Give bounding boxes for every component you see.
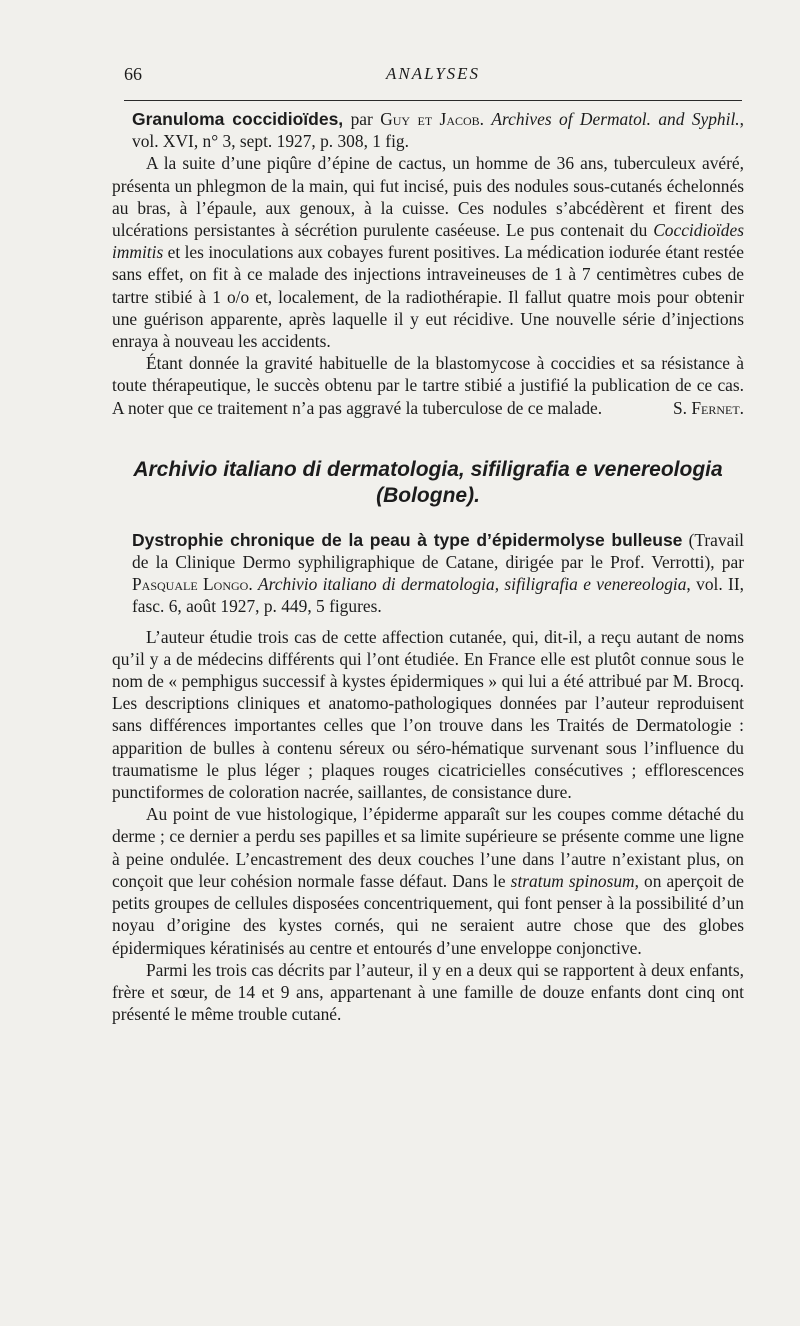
review1-heading	[112, 108, 744, 152]
review2-title: Dystrophie chronique de la peau à type d’épidermolyse bulleuse	[132, 529, 683, 550]
page-header	[124, 64, 742, 88]
review1-p1-a: A la suite d’une piqûre d’épine de cactus, un homme de 36 ans, tuberculeux avéré, présenta un phlegmon de la main, qui fut incisé, puis des nodules sous-cutanés échelonnés au bras, à l’épaule, aux genoux, à la cuisse. Ces nodules s’abcédèrent et firent des ulcérations persistantes à sécrétion purulente caséeuse. Le pus contenait du	[112, 153, 744, 241]
review2-citation-a: (Travail de la Clinique Dermo syphiligraphique de Catane, dirigée par le Prof. Verrotti), par	[132, 529, 744, 573]
review2-heading	[112, 529, 744, 618]
review2-p2-b: , on aperçoit de petits groupes de cellules disposées concentriquement, qui font penser à la possibilité d’un noyau d’origine des kystes cornés, qui ne seraient autre chose que des globes épidermiques kératinisés au centre et entourés d’une enveloppe conjonctive.	[112, 870, 744, 958]
review2-paragraph-1: L’auteur étudie trois cas de cette affection cutanée, qui, dit-il, a reçu autant de noms qu’il y a de médecins différents qui l’ont étudiée. En France elle est plutôt connue sous le nom de « pemphigus successif à kystes épidermiques » qui lui a été attribué par M. Brocq. Les descriptions cliniques et anatomo-pathologiques données par l’auteur reproduisent sans différences importantes celles que l’on trouve dans les Traités de Dermatologie : apparition de bulles à contenu séreux ou séro-hématique survenant sous l’influence du traumatisme le plus léger ; plaques rouges cicatricielles consécutives ; efflorescences punctiformes de coloration nacrée, saillantes, de consistance dure.	[112, 626, 744, 803]
review1-p1-species: Coccidioïdes immitis	[112, 220, 744, 263]
review1-signature: S. Fernet.	[672, 397, 744, 418]
review1-citation-by: par	[350, 109, 373, 129]
review1-citation-tail: , vol. XVI, n° 3, sept. 1927, p. 308, 1 fig.	[132, 109, 744, 152]
review1-journal: Archives of Dermatol. and Syphil.	[491, 109, 740, 129]
review2-paragraph-2	[112, 803, 744, 958]
review1-p2: Étant donnée la gravité habituelle de la blastomycose à coccidies et sa résistance à toute thérapeutique, le succès obtenu par le tartre stibié a justifié la publication de ce cas. A noter que ce traitement n’a pas aggravé la tuberculose de ce malade.	[112, 353, 744, 418]
journal-section-line1: Archivio italiano di dermatologia, sifiligrafia e venereologia	[133, 457, 723, 481]
review2-paragraph-3: Parmi les trois cas décrits par l’auteur, il y en a deux qui se rapportent à deux enfants, frère et sœur, de 14 et 9 ans, appartenant à une famille de douze enfants dont cinq ont présenté le même trouble cutané.	[112, 959, 744, 1025]
review2-p2-a: Au point de vue histologique, l’épiderme apparaît sur les coupes comme détaché du derme ; ce dernier a perdu ses papilles et sa limite supérieure se présente comme une ligne à peine ondulée. L’encastrement des deux couches l’une dans l’autre n’existant plus, on conçoit que leur cohésion normale fasse défaut. Dans le	[112, 804, 744, 891]
review2-journal: Archivio italiano di dermatologia, sifiligrafia e venereologia	[258, 574, 687, 595]
page-body	[112, 108, 744, 1025]
review2-author: Pasquale Longo.	[132, 574, 253, 595]
review1-p1-b: et les inoculations aux cobayes furent positives. La médication iodurée étant restée sans effet, on fit à ce malade des injections intraveineuses de 1 à 7 centimètres cubes de tartre stibié à 1 o/o et, localement, de la radiothérapie. Il fallut quatre mois pour obtenir une guérison apparente, après laquelle il y eut récidive. Une nouvelle série d’injections enraya à nouveau les accidents.	[112, 242, 744, 352]
review1-title: Granuloma coccidioïdes,	[132, 109, 344, 129]
review2-p2-term: stratum spinosum	[510, 870, 635, 891]
review1-paragraph-1	[112, 152, 744, 352]
review1-authors: Guy et Jacob.	[380, 109, 485, 129]
header-rule	[124, 100, 742, 101]
review2-citation-b: , vol. II, fasc. 6, août 1927, p. 449, 5 figures.	[132, 574, 744, 617]
running-title: ANALYSES	[385, 64, 481, 83]
journal-section-line2: (Bologne).	[376, 483, 480, 507]
page-number: 66	[124, 64, 142, 84]
review1-paragraph-2	[112, 352, 744, 419]
journal-section-heading	[112, 457, 744, 509]
